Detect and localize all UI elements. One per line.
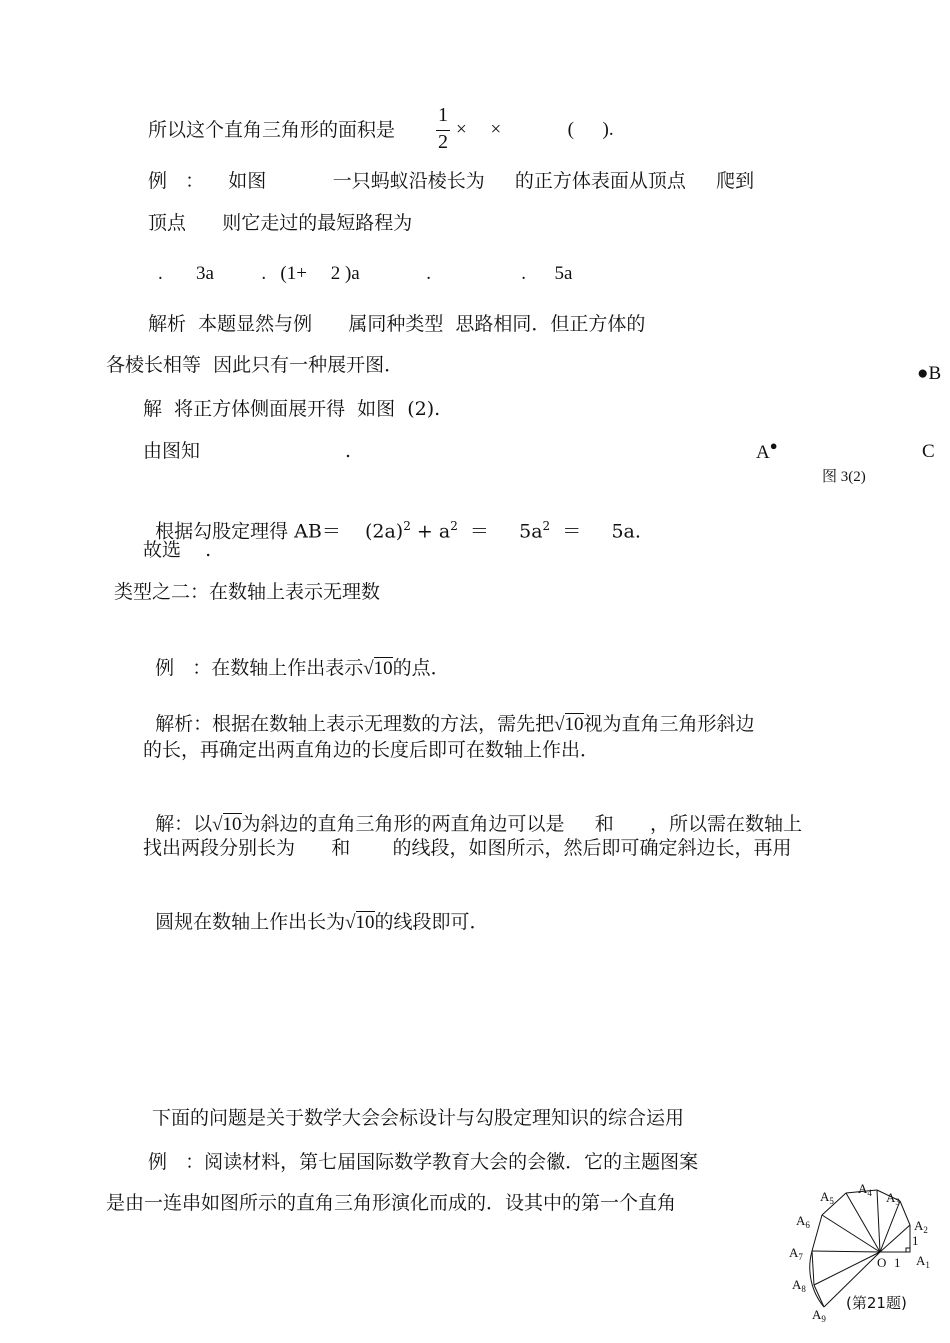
line-area-result: 所以这个直角三角形的面积是: [148, 119, 396, 141]
sqrt10-expression: √10: [345, 912, 375, 933]
section-heading-type2: 类型之二：在数轴上表示无理数: [114, 581, 381, 603]
label-a9: $A_9$: [812, 1307, 826, 1324]
line-analysis: 解析 本题显然与例 属同种类型 思路相同．但正方体的: [148, 313, 646, 335]
line-analysis-cont: 各棱长相等 因此只有一种展开图．: [106, 354, 404, 376]
point-b-label: ●B: [917, 363, 942, 384]
line-intro-emblem: 下面的问题是关于数学大会会标设计与勾股定理知识的综合运用: [152, 1107, 685, 1129]
label-unit: 1: [894, 1255, 901, 1270]
spiral-diagram: [782, 1175, 942, 1325]
label-a6: $A_6$: [796, 1213, 810, 1230]
line-shortest-path: 顶点 则它走过的最短路程为: [148, 212, 413, 234]
point-c-label: C: [922, 441, 935, 462]
line-example-sqrt: 例 ：在数轴上作出表示√10的点．: [155, 657, 450, 679]
point-a-label: A●: [756, 438, 778, 463]
line-area-tail: × × ( ).: [456, 119, 614, 140]
line-analysis-sqrt-cont: 的长，再确定出两直角边的长度后即可在数轴上作出．: [143, 739, 600, 761]
line-options: . 3a . (1+ 2 )a . . 5a: [158, 263, 573, 284]
line-solution-sqrt-2: 找出两段分别长为 和 的线段，如图所示，然后即可确定斜边长，再用: [143, 837, 792, 859]
label-a1: $A_1$: [916, 1253, 930, 1270]
label-a5: $A_5$: [820, 1189, 834, 1206]
line-example-ant: 例 ： 如图 一只蚂蚁沿棱长为 的正方体表面从顶点 爬到: [148, 170, 755, 192]
label-a3: $A_3$: [886, 1190, 900, 1207]
line-solution-sqrt: 解：以√10为斜边的直角三角形的两直角边可以是 和 ，所以需在数轴上: [155, 813, 802, 835]
label-a7: $A_7$: [789, 1245, 803, 1262]
line-solution: 解 将正方体侧面展开得 如图 (2).: [143, 398, 441, 420]
figure-caption-3-2: 图 3(2): [822, 469, 866, 485]
label-a2: $A_2$: [914, 1218, 928, 1235]
line-example-emblem-cont: 是由一连串如图所示的直角三角形演化而成的．设其中的第一个直角: [106, 1192, 677, 1214]
line-choose: 故选 .: [143, 539, 212, 561]
line-solution-sqrt-3: 圆规在数轴上作出长为√10的线段即可．: [155, 911, 489, 933]
line-from-figure: 由图知 .: [143, 440, 351, 462]
line-pythagoras: 根据勾股定理得 AB＝ $(2a)^2 + a^2$ ＝ $5a^2$ ＝ 5a.: [155, 519, 641, 543]
figure-caption-21: (第21题): [846, 1294, 907, 1312]
sqrt10-expression: √10: [554, 714, 584, 735]
sqrt10-expression: √10: [363, 658, 393, 679]
label-a8: $A_8$: [792, 1277, 806, 1294]
label-origin: O: [877, 1255, 887, 1270]
line-example-emblem: 例 ：阅读材料，第七届国际数学教育大会的会徽．它的主题图案: [148, 1151, 699, 1173]
figure-spiral-triangles: [782, 1175, 942, 1325]
label-unit-vertical: 1: [912, 1233, 919, 1248]
label-a4: $A_4$: [858, 1181, 872, 1198]
sqrt10-expression: √10: [212, 814, 242, 835]
line-analysis-sqrt: 解析：根据在数轴上表示无理数的方法，需先把√10视为直角三角形斜边: [155, 713, 755, 735]
